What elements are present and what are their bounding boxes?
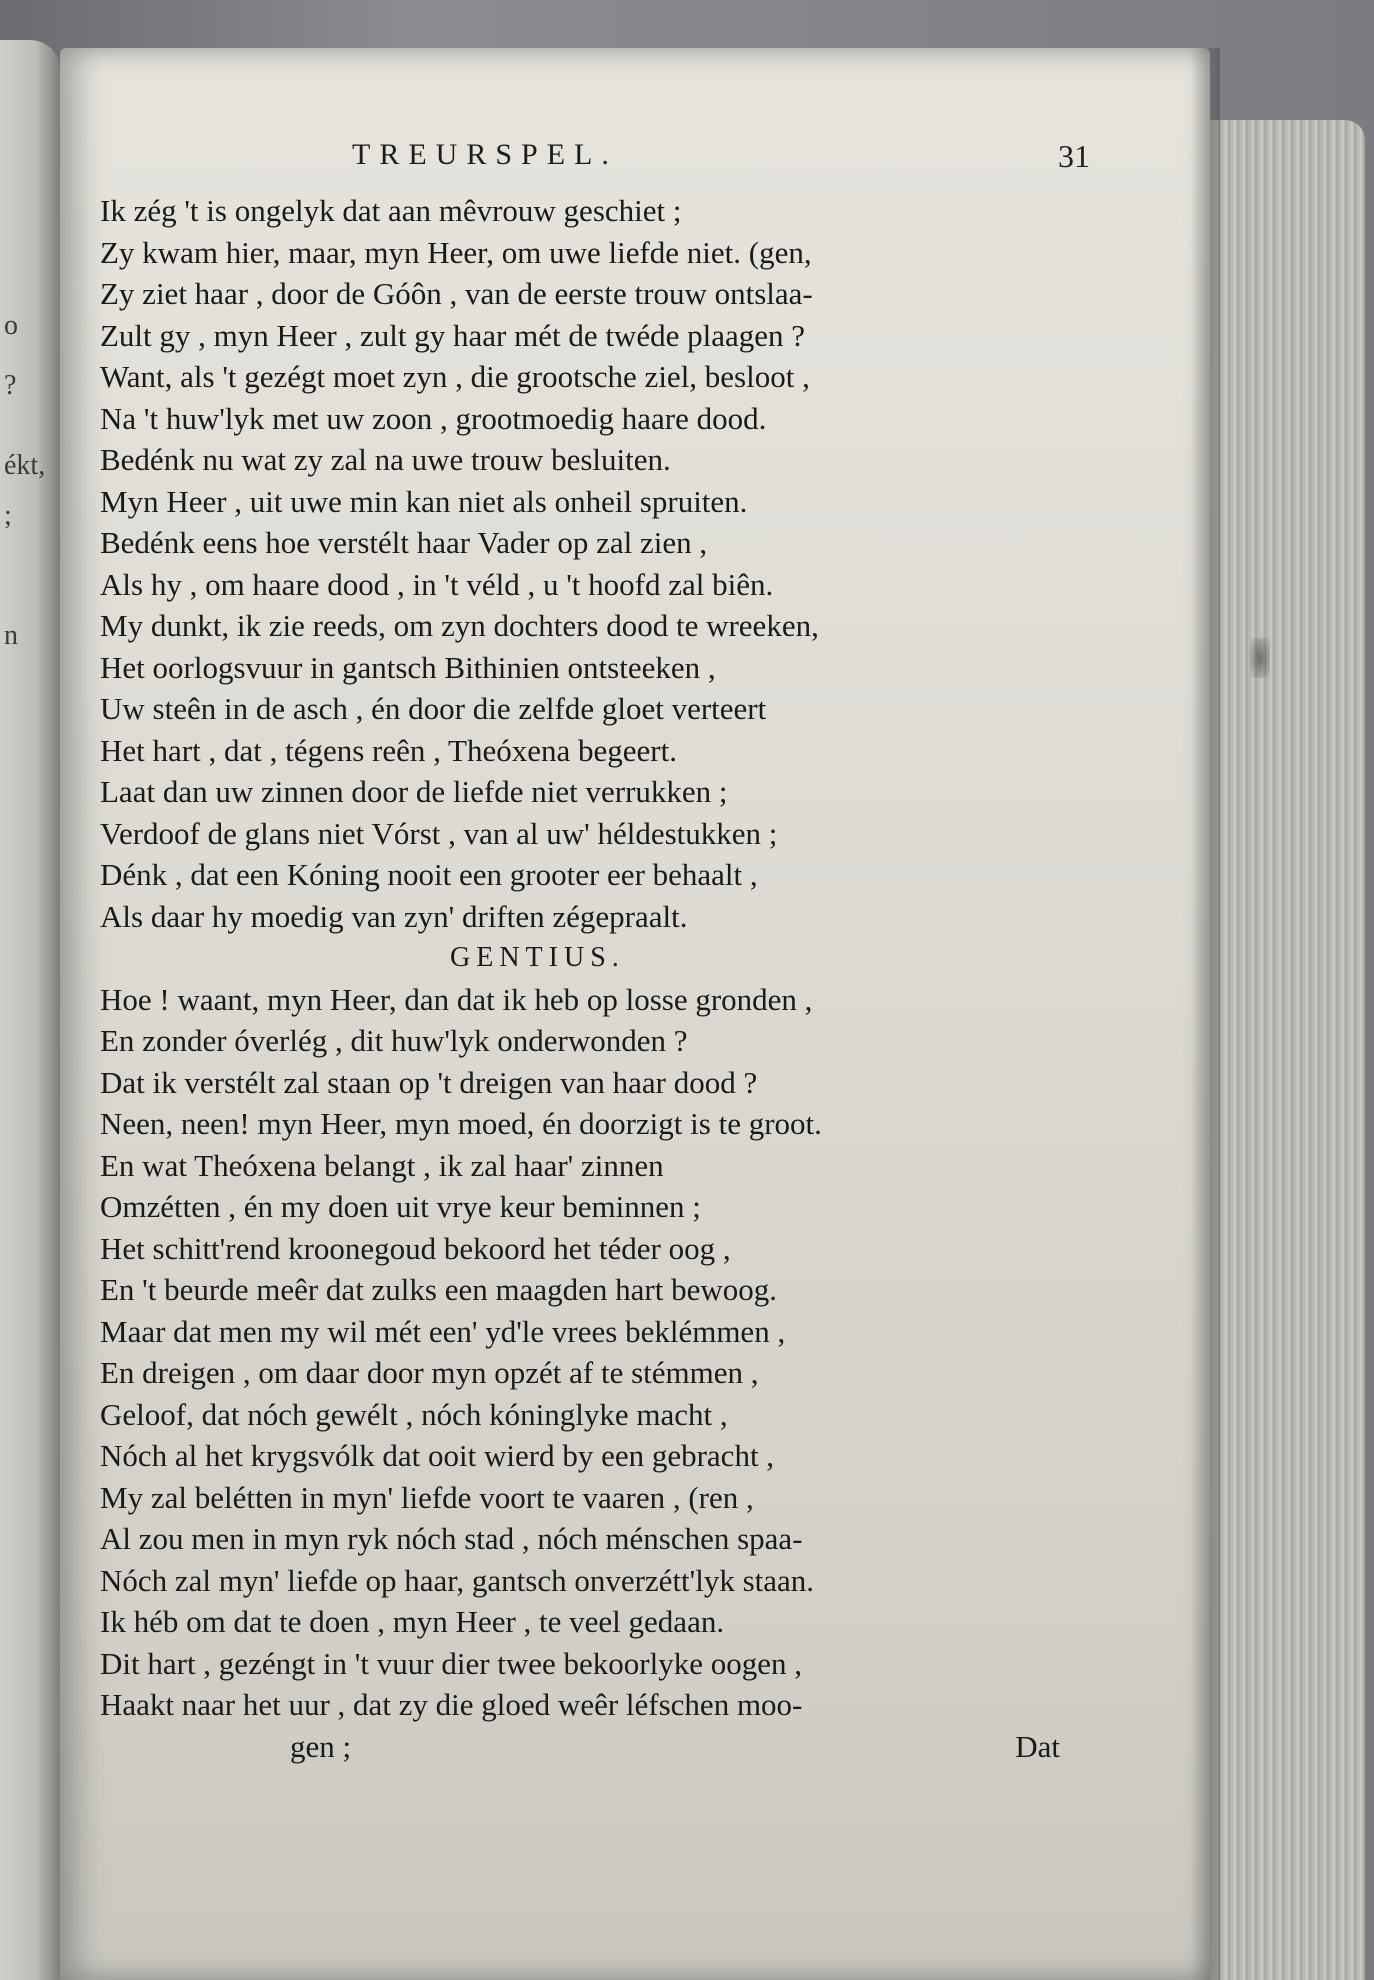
verse-line: Want, als 't gezégt moet zyn , die grootsche ziel, besloot , [100, 359, 810, 394]
left-page-fragment: o [4, 310, 18, 341]
verse-line: Na 't huw'lyk met uw zoon , grootmoedig haare dood. [100, 400, 767, 436]
verse-line: Zult gy , myn Heer , zult gy haar mét de twéde plaagen ? [100, 317, 805, 353]
speaker-name: GENTIUS. [450, 942, 625, 973]
page-number: 31 [1058, 138, 1090, 174]
running-head: TREURSPEL. [352, 138, 618, 171]
verse-line: Het hart , dat , tégens reên , Theóxena begeert. [100, 732, 677, 768]
verse-block-a [100, 190, 1060, 937]
verse-line: Maar dat men my wil mét een' yd'le vrees beklémmen , [100, 1313, 786, 1349]
verse-line: Nóch al het krygsvólk dat ooit wierd by een gebracht , [100, 1438, 775, 1473]
verse-line: Uw steên in de asch , én door die zelfde gloet verteert [100, 691, 767, 726]
left-page-fragment: n [4, 620, 18, 651]
verse-line: Omzétten , én my doen uit vrye keur beminnen ; [100, 1189, 701, 1224]
facing-page-edge [0, 40, 60, 1980]
verse-line: Neen, neen! myn Heer, myn moed, én doorzigt is te groot. [100, 1106, 822, 1141]
verse-line: My dunkt, ik zie reeds, om zyn dochters dood te wreeken, [100, 608, 819, 643]
verse-line: Dat ik verstélt zal staan op 't dreigen van haar dood ? [100, 1064, 758, 1100]
verse-line: Laat dan uw zinnen door de liefde niet verrukken ; [100, 774, 728, 809]
verse-line: Verdoof de glans niet Vórst , van al uw' héldestukken ; [100, 815, 778, 851]
page-footer [100, 1726, 1060, 1768]
verse-line: My zal belétten in myn' liefde voort te vaaren , (ren , [100, 1479, 754, 1515]
page-header [330, 138, 1090, 188]
verse-line: Als hy , om haare dood , in 't véld , u 't hoofd zal biên. [100, 566, 774, 602]
left-page-fragment: ; [4, 500, 12, 531]
verse-line: Geloof, dat nóch gewélt , nóch kóninglyke macht , [100, 1396, 728, 1432]
verse-block-b [100, 979, 1060, 1726]
verse-line: En dreigen , om daar door myn opzét af te stémmen , [100, 1355, 759, 1390]
page-stack-edges [1205, 120, 1365, 1980]
verse-line: Het schitt'rend kroonegoud bekoord het téder oog , [100, 1230, 731, 1266]
verse-line: Nóch zal myn' liefde op haar, gantsch onverzétt'lyk staan. [100, 1562, 815, 1598]
verse-line: En 't beurde meêr dat zulks een maagden hart bewoog. [100, 1272, 777, 1307]
left-page-fragment: ? [4, 370, 17, 401]
verse-line: Als daar hy moedig van zyn' driften zégepraalt. [100, 898, 688, 934]
verse-line: Bedénk nu wat zy zal na uwe trouw besluiten. [100, 442, 671, 477]
verse-line: Het oorlogsvuur in gantsch Bithinien ontsteeken , [100, 649, 716, 685]
verse-line: Hoe ! waant, myn Heer, dan dat ik heb op losse gronden , [100, 981, 813, 1017]
verse-line: Bedénk eens hoe verstélt haar Vader op zal zien , [100, 525, 708, 560]
verse-line: Al zou men in myn ryk nóch stad , nóch ménschen spaa- [100, 1521, 803, 1556]
left-page-fragment: ékt, [4, 450, 46, 481]
verse-line: Zy kwam hier, maar, myn Heer, om uwe liefde niet. (gen, [100, 234, 812, 270]
verse-line: Myn Heer , uit uwe min kan niet als onheil spruiten. [100, 483, 748, 519]
word-continuation: gen ; [290, 1728, 352, 1764]
verse-line: Ik zég 't is ongelyk dat aan mêvrouw geschiet ; [100, 193, 682, 228]
verse-line: En zonder óverlég , dit huw'lyk onderwonden ? [100, 1023, 688, 1058]
verse-line: En wat Theóxena belangt , ik zal haar' zinnen [100, 1147, 664, 1183]
ink-stain [1250, 638, 1270, 678]
verse-line: Haakt naar het uur , dat zy die gloed weêr léfschen moo- [100, 1687, 803, 1722]
page-fold-shadow [1190, 48, 1220, 1980]
verse-line: Dit hart , gezéngt in 't vuur dier twee bekoorlyke oogen , [100, 1645, 803, 1681]
verse-line: Dénk , dat een Kóning nooit een grooter eer behaalt , [100, 857, 758, 892]
verse-line: Zy ziet haar , door de Góôn , van de eerste trouw ontslaa- [100, 276, 813, 311]
catchword: Dat [1015, 1728, 1060, 1764]
verse-line: Ik héb om dat te doen , myn Heer , te veel gedaan. [100, 1604, 725, 1639]
verse-text [100, 190, 1060, 1767]
